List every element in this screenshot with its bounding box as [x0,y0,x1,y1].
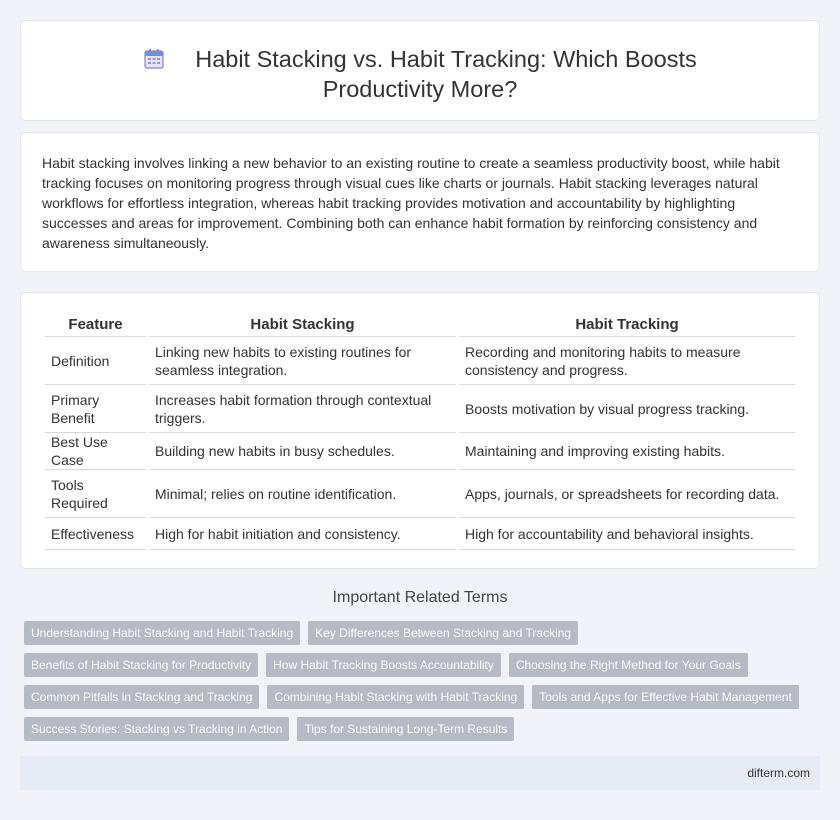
related-term-tag[interactable]: Common Pitfalls in Stacking and Tracking [24,685,259,709]
table-row [45,433,795,470]
stacking-cell: Minimal; relies on routine identification. [149,470,456,518]
related-terms-list [24,621,824,749]
table-row [45,470,795,518]
page-title [81,44,759,104]
table-row [45,518,795,550]
table-row [45,385,795,433]
feature-cell: Primary Benefit [45,385,146,433]
related-term-tag[interactable]: Tools and Apps for Effective Habit Management [532,685,799,709]
feature-cell: Effectiveness [45,518,146,550]
related-term-tag[interactable]: Success Stories: Stacking vs Tracking in Action [24,717,289,741]
stacking-cell: Linking new habits to existing routines for seamless integration. [149,337,456,385]
tracking-cell: High for accountability and behavioral insights. [459,518,795,550]
feature-cell: Definition [45,337,146,385]
tracking-cell: Maintaining and improving existing habits. [459,433,795,470]
tracking-cell: Boosts motivation by visual progress tracking. [459,385,795,433]
intro-paragraph: Habit stacking involves linking a new behavior to an existing routine to create a seamless productivity boost, while habit tracking focuses on monitoring progress through visual cues like charts or journals. Habit stacking leverages natural workflows for effortless integration, whereas habit tracking provides motivation and accountability by highlighting successes and areas for improvement. Combining both can enhance habit formation by reinforcing consistency and awareness simultaneously. [42,155,780,251]
comparison-table [42,313,798,550]
related-term-tag[interactable]: Combining Habit Stacking with Habit Tracking [267,685,524,709]
stacking-cell: Increases habit formation through contextual triggers. [149,385,456,433]
feature-cell: Best Use Case [45,433,146,470]
related-term-tag[interactable]: Benefits of Habit Stacking for Productivity [24,653,258,677]
table-header-row [45,313,795,337]
related-term-tag[interactable]: How Habit Tracking Boosts Accountability [266,653,501,677]
intro-card [20,132,820,272]
feature-cell: Tools Required [45,470,146,518]
comparison-card [20,292,820,569]
column-header: Feature [45,313,146,337]
tracking-cell: Recording and monitoring habits to measure consistency and progress. [459,337,795,385]
stacking-cell: High for habit initiation and consistency. [149,518,456,550]
column-header: Habit Stacking [149,313,456,337]
tracking-cell: Apps, journals, or spreadsheets for recording data. [459,470,795,518]
footer [20,756,820,790]
related-terms-title: Important Related Terms [332,589,508,606]
related-term-tag[interactable]: Understanding Habit Stacking and Habit Tracking [24,621,300,645]
related-term-tag[interactable]: Tips for Sustaining Long-Term Results [297,717,514,741]
site-link[interactable]: difterm.com [747,766,810,780]
page-title-text: Habit Stacking vs. Habit Tracking: Which Boosts Productivity More? [195,46,697,102]
column-header: Habit Tracking [459,313,795,337]
table-row [45,337,795,385]
calendar-icon [143,48,165,70]
header-card [20,20,820,121]
stacking-cell: Building new habits in busy schedules. [149,433,456,470]
related-term-tag[interactable]: Choosing the Right Method for Your Goals [509,653,748,677]
related-term-tag[interactable]: Key Differences Between Stacking and Tracking [308,621,578,645]
